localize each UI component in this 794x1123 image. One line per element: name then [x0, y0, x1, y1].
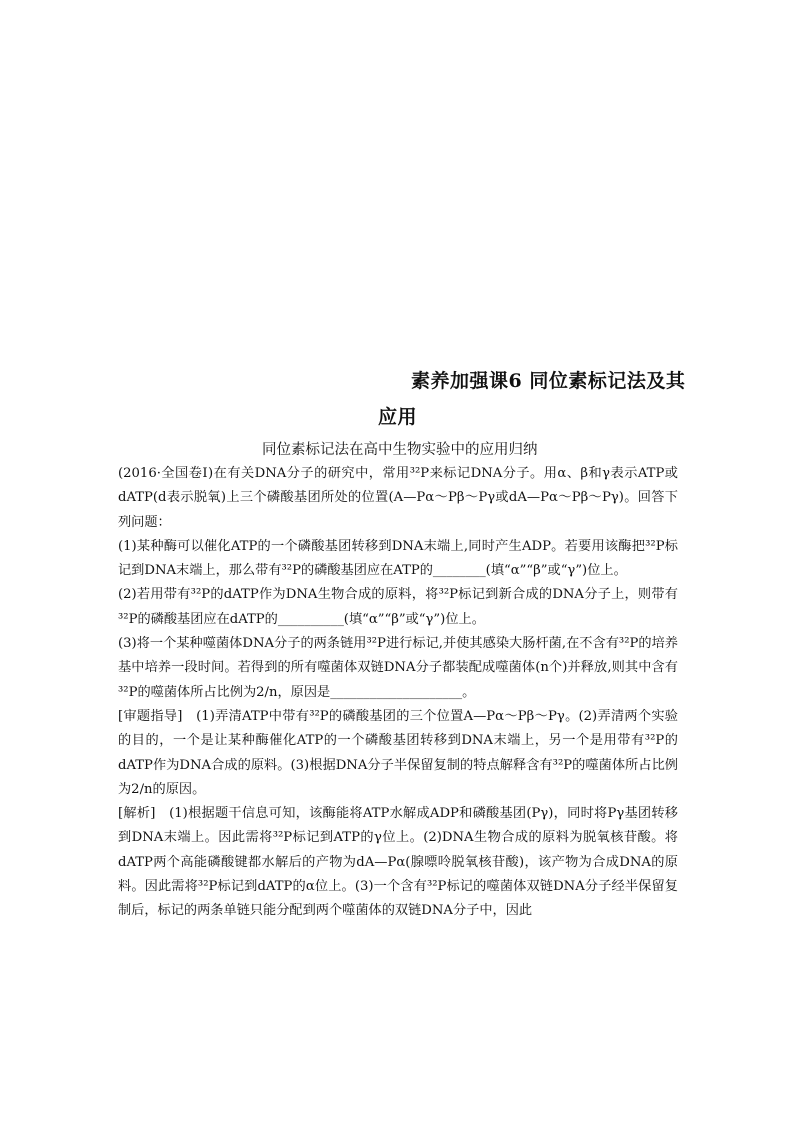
- section-subtitle: 同位素标记法在高中生物实验中的应用归纳: [262, 442, 538, 458]
- review-guidance: [审题指导] (1)弄清ATP中带有³²P的磷酸基团的三个位置A—Pα～Pβ～Pγ。(2)弄清两个实验的目的，一个是让某种酶催化ATP的一个磷酸基团转移到DNA末端上，另一个是用带有³²P的dATP作为DNA合成的原料。(3)根据DNA分子半保留复制的特点解释含有³²P的噬菌体所占比例为2/n的原因。: [118, 708, 678, 797]
- page-title-line-2: 应用: [378, 406, 418, 428]
- analysis-paragraph: [解析] (1)根据题干信息可知，该酶能将ATP水解成ADP和磷酸基团(Pγ)，同时将Pγ基团转移到DNA末端上。因此需将³²P标记到ATP的γ位上。(2)DNA生物合成的原料为脱氧核苷酸。将dATP两个高能磷酸键都水解后的产物为dA—Pα(腺嘌呤脱氧核苷酸)，该产物为合成DNA的原料。因此需将³²P标记到dATP的α位上。(3)一个含有³²P标记的噬菌体双链DNA分子经半保留复制后，标记的两条单链只能分配到两个噬菌体的双链DNA分子中，因此: [118, 806, 678, 919]
- question-part-2: (2)若用带有³²P的dATP作为DNA生物合成的原料，将³²P标记到新合成的DNA分子上，则带有³²P的磷酸基团应在dATP的__________(填“α”“β”或“γ”)位上。: [118, 587, 678, 627]
- question-part-3: (3)将一个某种噬菌体DNA分子的两条链用³²P进行标记,并使其感染大肠杆菌,在不含有³²P的培养基中培养一段时间。若得到的所有噬菌体双链DNA分子都装配成噬菌体(n个)并释放,则其中含有³²P的噬菌体所占比例为2/n，原因是____________________。: [118, 636, 678, 700]
- question-part-1: (1)某种酶可以催化ATP的一个磷酸基团转移到DNA末端上,同时产生ADP。若要用该酶把³²P标记到DNA末端上，那么带有³²P的磷酸基团应在ATP的________(填“α”“β”或“γ”)位上。: [118, 538, 678, 579]
- document-body: [118, 462, 678, 924]
- page-title-line-1: 素养加强课6 同位素标记法及其: [411, 370, 686, 392]
- question-stem: (2016·全国卷Ⅰ)在有关DNA分子的研究中，常用³²P来标记DNA分子。用α、β和γ表示ATP或dATP(d表示脱氧)上三个磷酸基团所处的位置(A—Pα～Pβ～Pγ或dA—Pα～Pβ～Pγ)。回答下列问题：: [118, 466, 678, 530]
